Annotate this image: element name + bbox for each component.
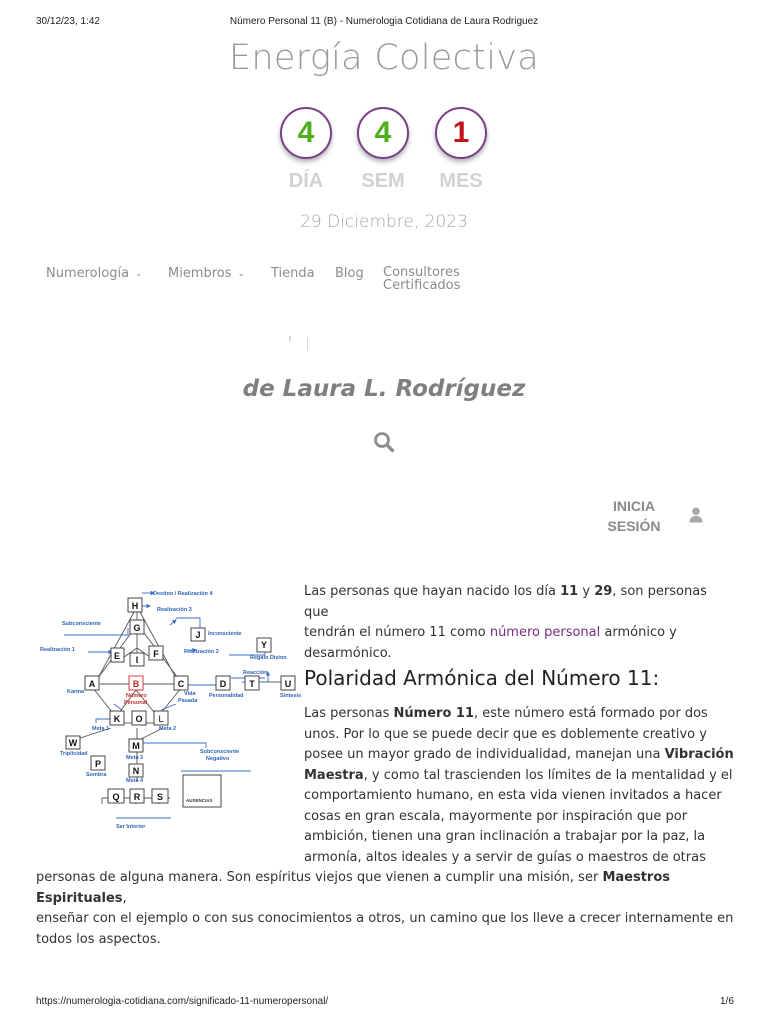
diagram-node: O <box>135 714 143 724</box>
diagram-node: T <box>249 679 255 689</box>
diagram-label: Subconsciente <box>62 621 102 627</box>
diagram-node: B <box>132 679 140 689</box>
article-intro: Las personas que hayan nacido los día 11 y 29, son personas que tendrán el número 11 como número personal armónico y desarmónico. <box>304 584 707 661</box>
diagram-label: Regalo Divino <box>250 655 287 661</box>
diagram-label: Destino / Realización 4 <box>153 591 213 597</box>
diagram-label: Meta 2 <box>159 726 177 732</box>
print-footer-url: https://numerologia-cotidiana.com/significado-11-numeropersonal/ <box>36 996 329 1007</box>
current-date: 29 Diciembre, 2023 <box>300 212 468 232</box>
diagram-node: I <box>135 655 139 665</box>
diagram-node: Y <box>260 640 268 650</box>
diagram-node: U <box>284 679 292 689</box>
diagram-label: Número <box>126 693 147 699</box>
diagram-node: C <box>177 679 185 689</box>
diagram-label: Meta 3 <box>126 755 144 761</box>
section-heading: Polaridad Armónica del Número 11: <box>304 666 660 690</box>
nav-consultores[interactable] <box>383 266 460 292</box>
diagram-node: W <box>68 738 78 748</box>
diagram-label: Realización 3 <box>157 607 192 613</box>
diagram-node: K <box>113 714 121 724</box>
energy-week-circle <box>357 107 409 159</box>
diagram-label: Personalidad <box>209 693 244 699</box>
chevron-down-icon: ⌄ <box>237 269 246 279</box>
energy-day-value: 4 <box>297 116 315 149</box>
energy-month-value: 1 <box>452 116 470 149</box>
energy-week-value: 4 <box>374 116 392 149</box>
diagram-label: Negativo <box>206 756 230 762</box>
diagram-node: R <box>133 792 141 802</box>
energy-day-circle <box>280 107 332 159</box>
diagram-node: S <box>156 792 164 802</box>
nav-consultores-line1: Consultores <box>383 265 460 280</box>
article-paragraph: Las personas Número 11, este número está formado por dos unos. Por lo que se puede decir que es doblemente creativo y posee un mayor grado de individualidad, manejan una Vibración Maestra, y como tal trascienden los límites de la mentalidad y el comportamiento humano, en esta vida vienen invitados a hacer cosas en gran escala, mayormente por inspiración que por ambición, tienen una gran inclinación a trabajar por la paz, la armonía, altos ideales y a servir de guías o maestros de otras <box>304 706 734 865</box>
nav-blog[interactable]: Blog <box>335 266 364 281</box>
numerology-diagram <box>36 578 302 834</box>
nav-tienda[interactable]: Tienda <box>271 266 315 281</box>
energy-day-label: DÍA <box>288 170 324 192</box>
diagram-label: AUSENCIAS <box>186 798 213 803</box>
diagram-label: Vida <box>184 691 196 697</box>
energy-month-circle <box>435 107 487 159</box>
diagram-node: E <box>113 651 121 661</box>
nav-numerologia[interactable] <box>46 266 143 281</box>
diagram-node: F <box>153 649 159 659</box>
search-icon[interactable] <box>373 431 395 453</box>
diagram-label: Realización 1 <box>40 647 75 653</box>
diagram-label: Personal <box>124 700 148 706</box>
login-line1: INICIA <box>613 498 655 514</box>
nav-consultores-line2: Certificados <box>383 278 461 293</box>
diagram-node: J <box>195 630 201 640</box>
diagram-node: D <box>219 679 227 689</box>
diagram-label: Realización 2 <box>184 649 219 655</box>
nav-miembros[interactable] <box>168 266 245 281</box>
energy-month-label: MES <box>439 170 483 192</box>
diagram-label: Pasada <box>178 698 198 704</box>
login-button[interactable] <box>596 496 672 536</box>
diagram-label: Subconsciente <box>200 749 240 755</box>
numero-personal-link[interactable]: número personal <box>489 625 601 640</box>
chevron-down-icon: ⌄ <box>135 269 143 279</box>
diagram-node: A <box>88 679 96 689</box>
print-datetime: 30/12/23, 1:42 <box>36 16 100 27</box>
article-paragraph-continued: personas de alguna manera. Son espíritus viejos que vienen a cumplir una misión, ser Maestros Espirituales, enseñar con el ejemplo o con sus conocimientos a otros, un camino que los lleve a crecer internamente en todos los aspectos. <box>36 870 734 947</box>
diagram-label: Reacción <box>243 670 268 676</box>
diagram-label: Meta 4 <box>126 778 144 784</box>
diagram-label: Ser Interior <box>116 824 146 830</box>
diagram-label: Sombra <box>86 772 107 778</box>
diagram-label: Inconsciente <box>208 631 242 637</box>
diagram-node: G <box>133 623 141 633</box>
nav-numerologia-label: Numerología <box>46 266 130 281</box>
diagram-label: Karma <box>67 689 85 695</box>
faint-mark <box>307 338 308 350</box>
diagram-node: P <box>94 759 102 769</box>
site-subtitle-author: de Laura L. Rodríguez <box>242 376 526 402</box>
diagram-node: M <box>132 741 140 751</box>
site-title[interactable]: Energía Colectiva <box>229 38 539 78</box>
print-page-title: Número Personal 11 (B) - Numerologia Cotidiana de Laura Rodriguez <box>229 16 539 27</box>
diagram-label: Síntesis <box>280 693 302 699</box>
diagram-node: N <box>132 766 140 776</box>
print-footer-page: 1/6 <box>720 996 734 1007</box>
nav-miembros-label: Miembros <box>168 266 232 281</box>
diagram-label: Triplicidad <box>60 751 88 757</box>
faint-mark <box>289 336 291 341</box>
user-icon[interactable] <box>689 507 703 523</box>
diagram-node: L <box>158 714 164 724</box>
diagram-node: H <box>131 601 139 611</box>
diagram-label: Meta 1 <box>92 726 110 732</box>
diagram-node: Q <box>112 792 120 802</box>
login-line2: SESIÓN <box>607 518 661 534</box>
energy-week-label: SEM <box>361 170 405 192</box>
